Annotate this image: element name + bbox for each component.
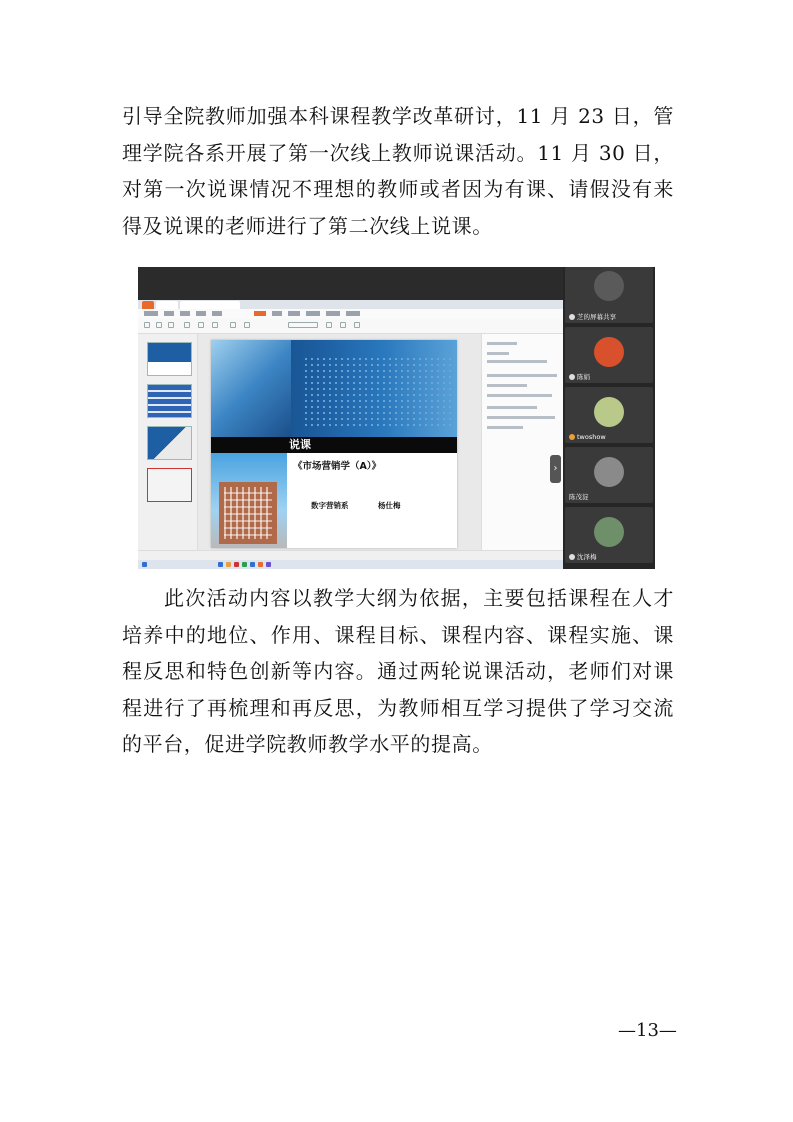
- slide-heading: 说课: [289, 438, 311, 451]
- slide-presenter: 杨仕梅: [378, 501, 401, 510]
- app-ribbon: [138, 319, 563, 334]
- building-image: [219, 482, 277, 544]
- avatar: [594, 397, 624, 427]
- participant-tile[interactable]: [565, 387, 653, 443]
- participant-name: twoshow: [577, 433, 606, 441]
- avatar: [594, 457, 624, 487]
- slide-department: 数字营销系: [311, 501, 349, 510]
- slide: [211, 340, 457, 548]
- slide-thumbnail[interactable]: [147, 468, 192, 502]
- avatar: [594, 337, 624, 367]
- slide-thumbnail[interactable]: [147, 426, 192, 460]
- slide-thumbnails: [138, 334, 198, 550]
- presentation-app: [138, 300, 563, 560]
- keyboard-image: [211, 340, 291, 437]
- slide-title-band: [211, 437, 457, 453]
- properties-panel: [481, 334, 563, 550]
- paragraph-1: 引导全院教师加强本科课程教学改革研讨，11 月 23 日，管理学院各系开展了第一次线上教师说课活动。11 月 30 日，对第一次说课情况不理想的教师或者因为有课、请假没有来得及说课的老师进行了第二次线上说课。: [122, 104, 674, 238]
- shot-top-bar: [138, 267, 563, 300]
- slide-course-title: 《市场营销学（A）》: [293, 461, 382, 472]
- slide-canvas: [198, 334, 481, 550]
- participant-tile[interactable]: [565, 327, 653, 383]
- participant-name: 陈娟: [577, 373, 590, 381]
- meeting-screenshot: [138, 267, 655, 569]
- participant-panel: [563, 267, 655, 569]
- participant-tile[interactable]: [565, 267, 653, 323]
- app-menu-bar: [138, 309, 563, 319]
- slide-thumbnail[interactable]: [147, 384, 192, 418]
- participant-tile[interactable]: [565, 447, 653, 503]
- slide-thumbnail[interactable]: [147, 342, 192, 376]
- paragraph-2: 此次活动内容以教学大纲为依据，主要包括课程在人才培养中的地位、作用、课程目标、课程内容、课程实施、课程反思和特色创新等内容。通过两轮说课活动，老师们对课程进行了再梳理和再反思，为教师相互学习提供了学习交流的平台，促进学院教师教学水平的提高。: [122, 586, 674, 756]
- avatar: [594, 517, 624, 547]
- app-status-bar: [138, 550, 563, 560]
- avatar: [594, 271, 624, 301]
- participant-tile[interactable]: [565, 507, 653, 563]
- os-taskbar: [138, 560, 563, 569]
- participant-name: 陈茂淀: [569, 493, 589, 501]
- dot-pattern: [303, 356, 453, 426]
- page-number: —13—: [618, 1020, 677, 1041]
- participant-name: 芝的屏幕共享: [577, 313, 616, 321]
- participant-name: 沈泽梅: [577, 553, 597, 561]
- app-tab-bar: [138, 300, 563, 309]
- chevron-right-icon[interactable]: ›: [550, 455, 561, 483]
